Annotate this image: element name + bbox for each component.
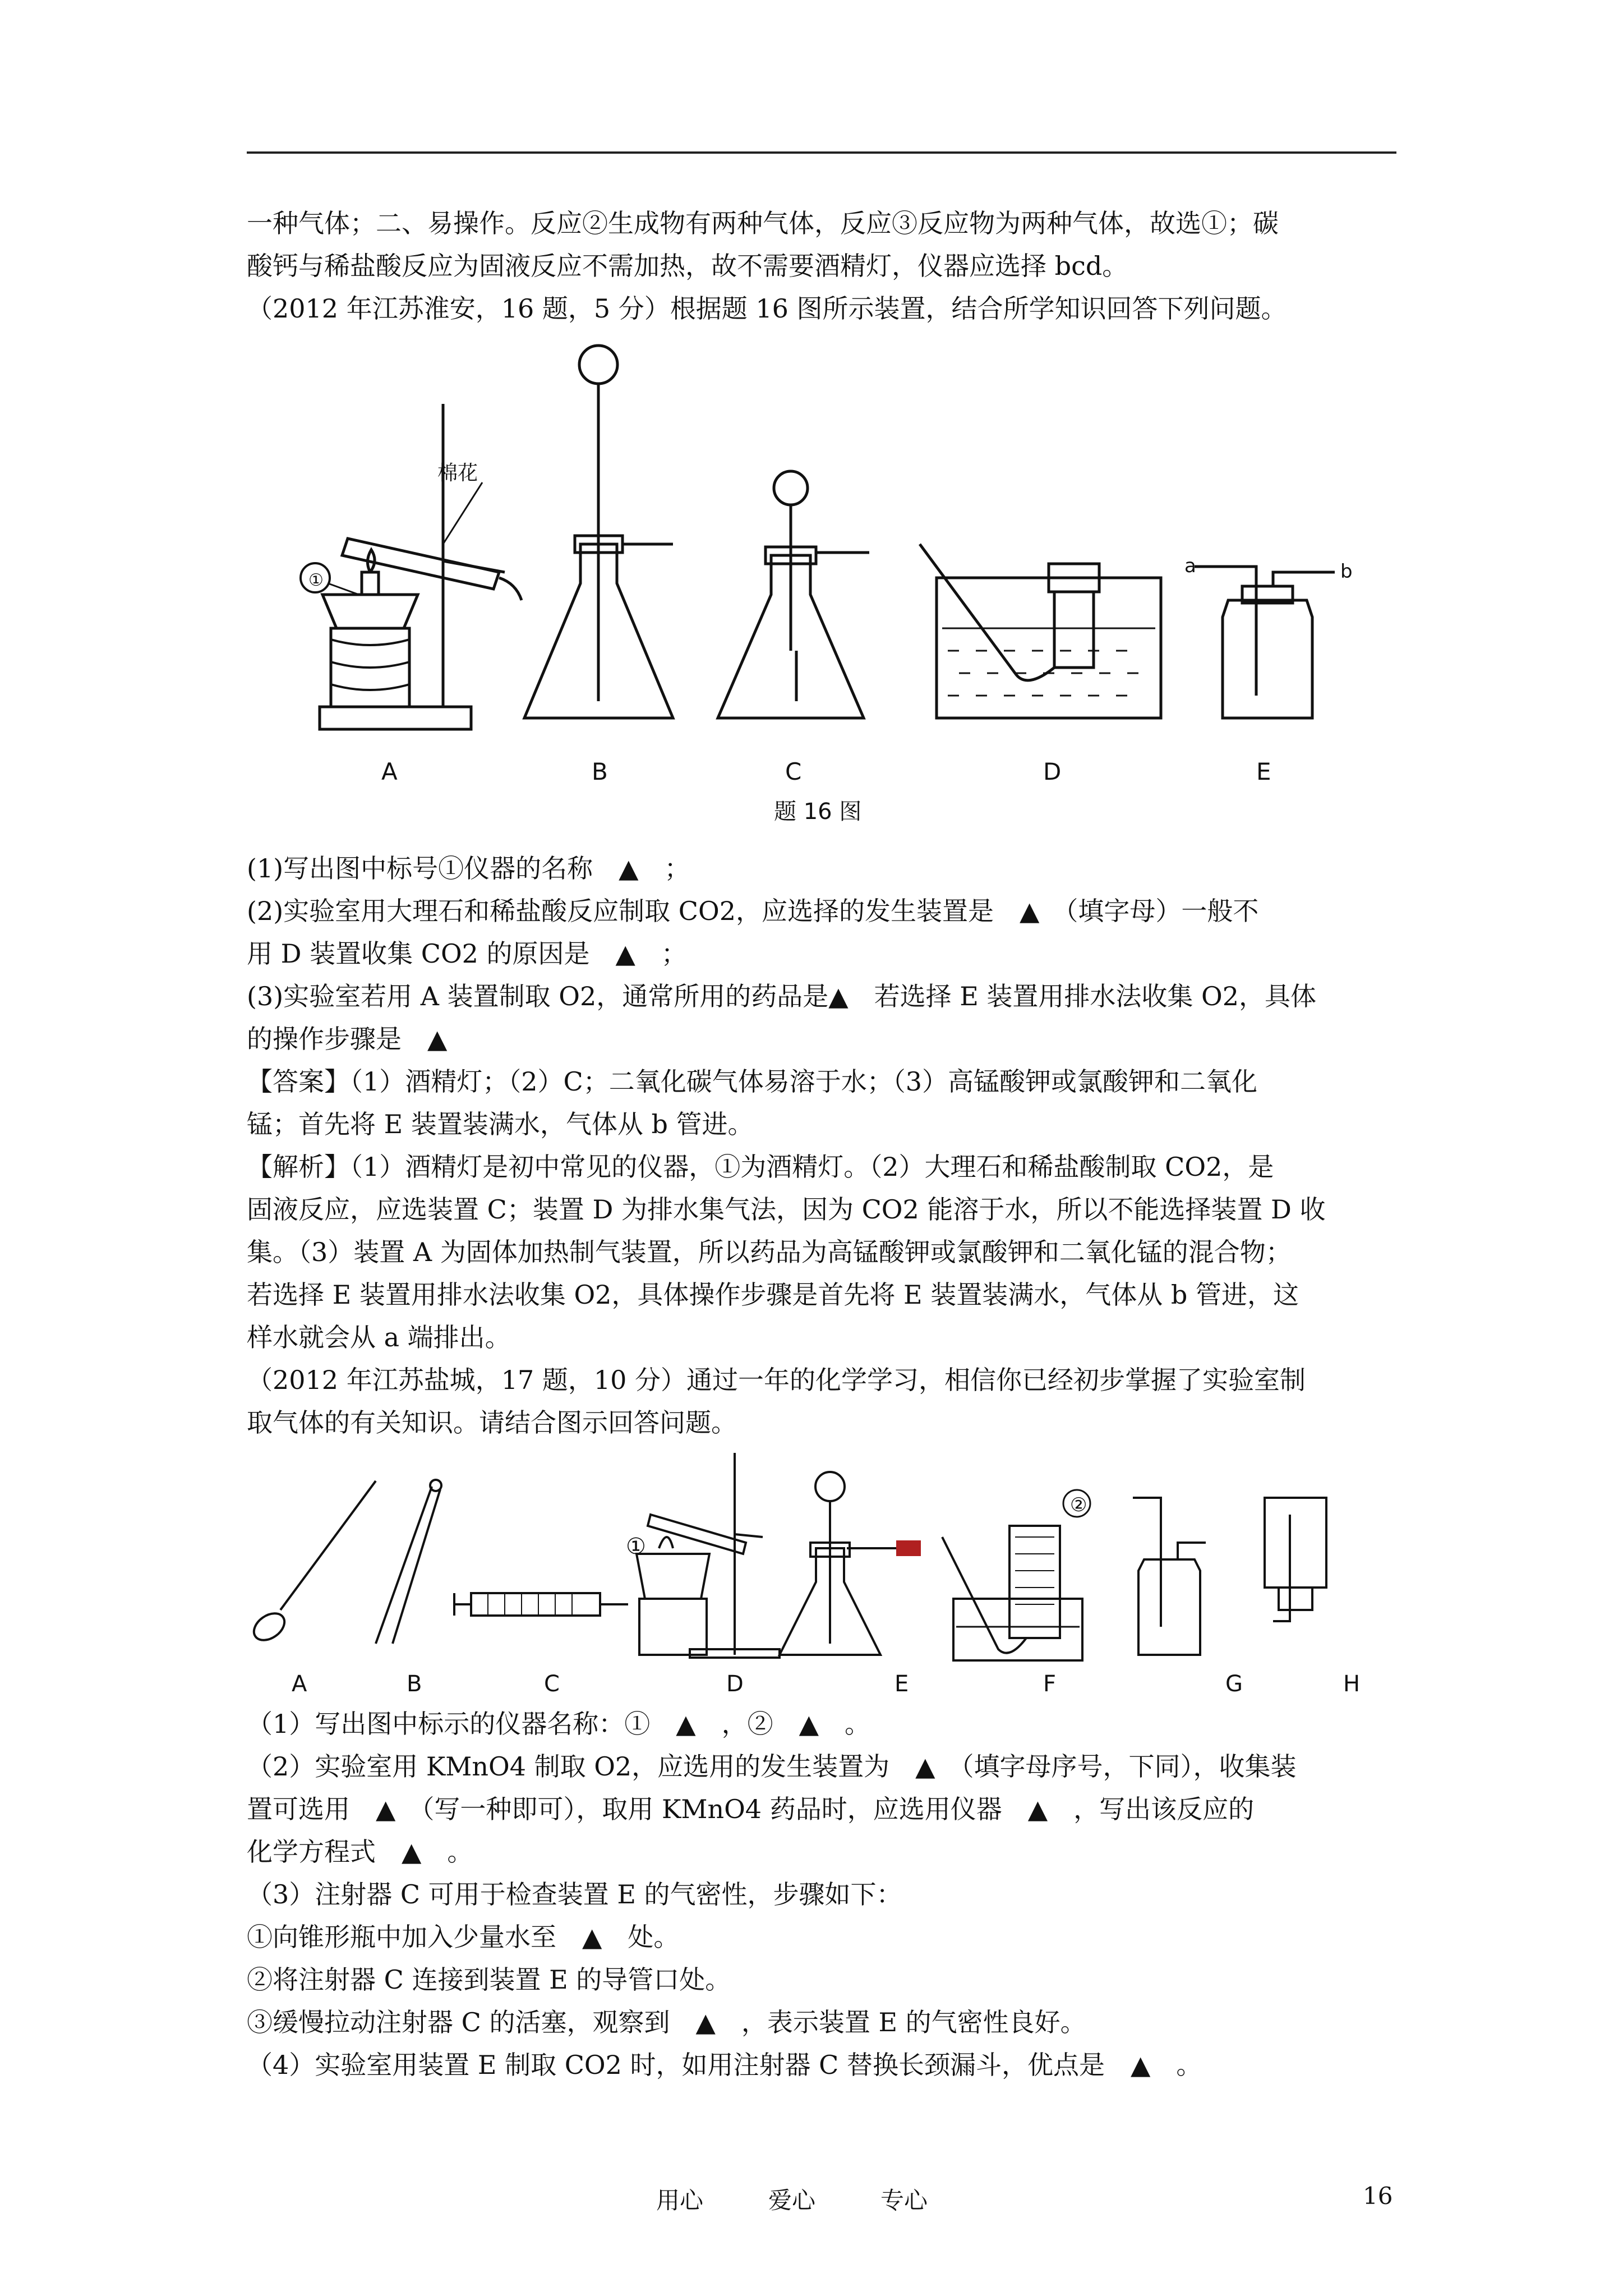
fig1-label-d: D [1043,758,1062,785]
port-b-label: b [1340,560,1353,583]
text-line: (2)实验室用大理石和稀盐酸反应制取 CO2，应选择的发生装置是 ▲ （填字母）一般不 [247,896,1259,926]
text-line: 【解析】（1）酒精灯是初中常见的仪器，①为酒精灯。（2）大理石和稀盐酸制取 CO2，是 [247,1152,1274,1182]
marker-1: ① [308,570,324,590]
text-line: 置可选用 ▲ （写一种即可），取用 KMnO4 药品时，应选用仪器 ▲ ，写出该反应的 [247,1794,1255,1824]
text-line: 的操作步骤是 ▲ [247,1024,448,1054]
apparatus-a [301,404,522,729]
apparatus-g-bottle [1133,1498,1206,1655]
fig1-label-c: C [785,758,802,785]
fig2-label-a: A [292,1671,307,1697]
marker-1: ① [626,1534,646,1559]
text-line: 酸钙与稀盐酸反应为固液反应不需加热，故不需要酒精灯，仪器应选择 bcd。 [247,251,1128,281]
text-line: （2012 年江苏淮安，16 题，5 分）根据题 16 图所示装置，结合所学知识回答下列问题。 [247,293,1287,324]
footer-motto-3: 专心 [880,2187,928,2214]
footer-motto-1: 用心 [656,2187,704,2214]
text-line: （3）注射器 C 可用于检查装置 E 的气密性，步骤如下： [247,1879,902,1910]
fig1-label-b: B [592,758,608,785]
text-line: ②将注射器 C 连接到装置 E 的导管口处。 [247,1964,731,1995]
apparatus-b [524,346,673,718]
apparatus-b-tongs [376,1480,441,1644]
apparatus-e-flask [780,1472,920,1655]
apparatus-d-heating [637,1453,780,1658]
text-line: （2）实验室用 KMnO4 制取 O2，应选用的发生装置为 ▲ （填字母序号，下同），收集装 [247,1751,1297,1782]
text-line: 样水就会从 a 端排出。 [247,1322,511,1352]
header-rule [247,151,1396,154]
apparatus-figure-17 [247,1442,1408,1700]
fig2-label-f: F [1043,1671,1057,1697]
text-line: ③缓慢拉动注射器 C 的活塞，观察到 ▲ ，表示装置 E 的气密性良好。 [247,2007,1086,2037]
text-line: 取气体的有关知识。请结合图示回答问题。 [247,1407,737,1438]
text-line: （4）实验室用装置 E 制取 CO2 时，如用注射器 C 替换长颈漏斗，优点是 ▲ 。 [247,2050,1202,2080]
apparatus-d [920,544,1161,718]
fig2-label-b: B [407,1671,422,1697]
fig2-label-h: H [1343,1671,1361,1697]
text-line: 固液反应，应选装置 C；装置 D 为排水集气法，因为 CO2 能溶于水，所以不能选择装置 D 收 [247,1194,1326,1225]
page-number: 16 [1363,2182,1393,2210]
fig1-label-a: A [381,758,398,785]
text-line: 锰；首先将 E 装置装满水，气体从 b 管进。 [247,1109,754,1139]
text-line: 化学方程式 ▲ 。 [247,1837,473,1867]
text-line: 集。（3）装置 A 为固体加热制气装置，所以药品为高锰酸钾或氯酸钾和二氧化锰的混合物； [247,1237,1292,1267]
apparatus-c [718,471,869,718]
apparatus-f-trough [942,1526,1082,1660]
apparatus-figure-16 [269,337,1391,830]
text-line: 用 D 装置收集 CO2 的原因是 ▲ ； [247,938,687,969]
apparatus-c-syringe [454,1593,628,1616]
fig1-label-e: E [1256,758,1271,785]
port-a-label: a [1184,555,1196,577]
text-line: (3)实验室若用 A 装置制取 O2，通常所用的药品是▲ 若选择 E 装置用排水法收集 O2，具体 [247,981,1317,1011]
footer-motto-2: 爱心 [768,2187,816,2214]
figure-caption: 题 16 图 [774,799,862,825]
text-line: (1)写出图中标号①仪器的名称 ▲ ； [247,853,690,884]
fig2-label-d: D [726,1671,744,1697]
text-line: 一种气体；二、易操作。反应②生成物有两种气体，反应③反应物为两种气体，故选①；碳 [247,208,1279,238]
fig2-label-g: G [1225,1671,1243,1697]
text-line: （1）写出图中标示的仪器名称：① ▲ ，② ▲ 。 [247,1709,871,1739]
apparatus-e [1195,567,1335,718]
text-line: ①向锥形瓶中加入少量水至 ▲ 处。 [247,1922,680,1952]
marker-2: ② [1070,1494,1087,1516]
text-line: 若选择 E 装置用排水法收集 O2，具体操作步骤是首先将 E 装置装满水，气体从 b 管进，这 [247,1280,1299,1310]
text-line: （2012 年江苏盐城，17 题，10 分）通过一年的化学学习，相信你已经初步掌握了实验室制 [247,1365,1306,1395]
apparatus-h-bottle [1265,1498,1326,1621]
fig2-label-c: C [544,1671,560,1697]
text-line: 【答案】（1）酒精灯；（2）C；二氧化碳气体易溶于水；（3）高锰酸钾或氯酸钾和二氧化 [247,1066,1257,1097]
fig2-label-e: E [895,1671,909,1697]
cotton-label: 棉花 [437,462,478,485]
apparatus-a-spoon [249,1481,376,1646]
